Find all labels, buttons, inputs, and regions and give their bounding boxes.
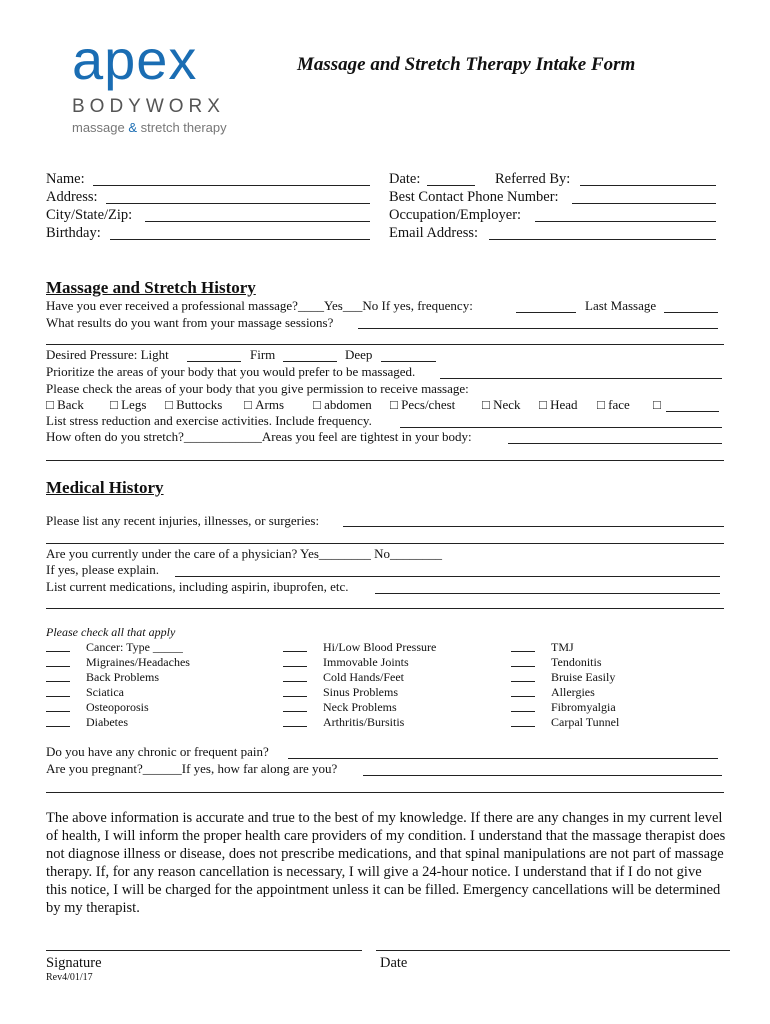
pain-label: Do you have any chronic or frequent pain? bbox=[46, 744, 269, 759]
city-label: City/State/Zip: bbox=[46, 207, 133, 223]
address-field[interactable] bbox=[106, 203, 370, 204]
pressure-deep-label: Deep bbox=[345, 347, 373, 362]
condition-checkbox[interactable] bbox=[511, 670, 535, 682]
area-buttocks[interactable]: □ Buttocks bbox=[165, 397, 223, 412]
condition-sinus[interactable]: Sinus Problems bbox=[283, 685, 436, 700]
checkbox-icon: □ bbox=[165, 397, 173, 412]
divider bbox=[46, 344, 724, 345]
logo-subtitle: BODYWORX bbox=[72, 96, 225, 117]
conditions-col-2 bbox=[283, 640, 436, 730]
condition-checkbox[interactable] bbox=[46, 655, 70, 667]
condition-neck[interactable]: Neck Problems bbox=[283, 700, 436, 715]
check-areas-label: Please check the areas of your body that you give permission to receive massage: bbox=[46, 381, 469, 396]
last-massage-label: Last Massage bbox=[585, 298, 657, 313]
stress-field[interactable] bbox=[400, 427, 722, 428]
explain-label: If yes, please explain. bbox=[46, 562, 159, 577]
area-face[interactable]: □ face bbox=[597, 397, 630, 412]
condition-checkbox[interactable] bbox=[511, 685, 535, 697]
area-arms[interactable]: □ Arms bbox=[244, 397, 284, 412]
referred-field[interactable] bbox=[580, 185, 716, 186]
condition-diabetes[interactable]: Diabetes bbox=[46, 715, 190, 730]
condition-checkbox[interactable] bbox=[46, 700, 70, 712]
checkbox-icon: □ bbox=[390, 397, 398, 412]
area-pecs-chest[interactable]: □ Pecs/chest bbox=[390, 397, 456, 412]
occupation-field[interactable] bbox=[535, 221, 716, 222]
signature-date-field[interactable] bbox=[376, 950, 730, 951]
consent-statement: The above information is accurate and true to the best of my knowledge. If there are any changes in my current level of health, I will inform the proper health care providers of my condition. I understand that the massage therapist does not diagnose illness or disease, does not prescribe medications, and that spinal manipulations are not part of massage therapy. If, for any reason cancellation is necessary, I will give a 24-hour notice. I understand that if I do not give this notice, I will be charged for the appointment unless it can be filled. Emergency cancellations will be determined by my therapist. bbox=[46, 810, 726, 916]
email-label: Email Address: bbox=[389, 225, 479, 241]
date-label: Date: bbox=[389, 171, 421, 187]
condition-checkbox[interactable] bbox=[283, 715, 307, 727]
signature-date-label: Date bbox=[380, 955, 408, 971]
form-title: Massage and Stretch Therapy Intake Form bbox=[297, 54, 636, 75]
results-question: What results do you want from your massage sessions? bbox=[46, 315, 334, 330]
area-other-field[interactable] bbox=[666, 411, 719, 412]
condition-allergies[interactable]: Allergies bbox=[511, 685, 619, 700]
occupation-label: Occupation/Employer: bbox=[389, 207, 522, 223]
check-all-label: Please check all that apply bbox=[46, 625, 176, 639]
stretch-label: How often do you stretch?____________Areas you feel are tightest in your body: bbox=[46, 429, 472, 444]
area-back[interactable]: □ Back bbox=[46, 397, 84, 412]
checkbox-icon: □ bbox=[313, 397, 321, 412]
checkbox-icon: □ bbox=[539, 397, 547, 412]
divider bbox=[46, 460, 724, 461]
pressure-firm-field[interactable] bbox=[283, 361, 337, 362]
checkbox-icon: □ bbox=[597, 397, 605, 412]
medications-field[interactable] bbox=[375, 593, 720, 594]
condition-checkbox[interactable] bbox=[511, 715, 535, 727]
pressure-deep-field[interactable] bbox=[381, 361, 436, 362]
physician-question: Are you currently under the care of a physician? Yes________ No________ bbox=[46, 546, 443, 561]
condition-checkbox[interactable] bbox=[511, 655, 535, 667]
pressure-light-field[interactable] bbox=[187, 361, 241, 362]
condition-sciatica[interactable]: Sciatica bbox=[46, 685, 190, 700]
birthday-label: Birthday: bbox=[46, 225, 101, 241]
condition-migraines[interactable]: Migraines/Headaches bbox=[46, 655, 190, 670]
results-field[interactable] bbox=[358, 328, 718, 329]
condition-cold-hands[interactable]: Cold Hands/Feet bbox=[283, 670, 436, 685]
logo bbox=[72, 28, 242, 135]
explain-field[interactable] bbox=[175, 576, 720, 577]
checkbox-icon: □ bbox=[46, 397, 54, 412]
condition-fibromyalgia[interactable]: Fibromyalgia bbox=[511, 700, 619, 715]
checkbox-icon: □ bbox=[244, 397, 252, 412]
date-field[interactable] bbox=[427, 185, 475, 186]
last-massage-field[interactable] bbox=[664, 312, 718, 313]
area-neck[interactable]: □ Neck bbox=[482, 397, 521, 412]
referred-label: Referred By: bbox=[495, 171, 571, 187]
conditions-col-1 bbox=[46, 640, 190, 730]
condition-arthritis[interactable]: Arthritis/Bursitis bbox=[283, 715, 436, 730]
condition-checkbox[interactable] bbox=[46, 685, 70, 697]
condition-checkbox[interactable] bbox=[511, 640, 535, 652]
stress-label: List stress reduction and exercise activities. Include frequency. bbox=[46, 413, 372, 428]
condition-blood-pressure[interactable]: Hi/Low Blood Pressure bbox=[283, 640, 436, 655]
address-label: Address: bbox=[46, 189, 98, 205]
prioritize-field[interactable] bbox=[440, 378, 722, 379]
massage-history-heading: Massage and Stretch History bbox=[46, 278, 256, 297]
divider bbox=[46, 792, 724, 793]
condition-checkbox[interactable] bbox=[511, 700, 535, 712]
condition-checkbox[interactable] bbox=[283, 685, 307, 697]
birthday-field[interactable] bbox=[110, 239, 370, 240]
area-legs[interactable]: □ Legs bbox=[110, 397, 147, 412]
revision-label: Rev4/01/17 bbox=[46, 972, 93, 983]
area-head[interactable]: □ Head bbox=[539, 397, 578, 412]
pressure-firm-label: Firm bbox=[250, 347, 276, 362]
signature-label: Signature bbox=[46, 955, 102, 971]
area-other[interactable] bbox=[653, 397, 661, 413]
name-field[interactable] bbox=[93, 185, 370, 186]
condition-checkbox[interactable] bbox=[283, 655, 307, 667]
condition-cancer[interactable]: Cancer: Type _____ bbox=[46, 640, 190, 655]
condition-checkbox[interactable] bbox=[283, 700, 307, 712]
condition-tmj[interactable]: TMJ bbox=[511, 640, 619, 655]
medications-label: List current medications, including aspirin, ibuprofen, etc. bbox=[46, 579, 349, 594]
injuries-field[interactable] bbox=[343, 526, 724, 527]
checkbox-icon: □ bbox=[482, 397, 490, 412]
condition-checkbox[interactable] bbox=[283, 670, 307, 682]
tightest-areas-field[interactable] bbox=[508, 443, 722, 444]
professional-massage-question: Have you ever received a professional massage?____Yes___No If yes, frequency: bbox=[46, 298, 473, 313]
pregnant-label: Are you pregnant?______If yes, how far along are you? bbox=[46, 761, 338, 776]
signature-field[interactable] bbox=[46, 950, 362, 951]
checkbox-icon: □ bbox=[653, 397, 661, 412]
pain-field[interactable] bbox=[288, 758, 718, 759]
phone-field[interactable] bbox=[572, 203, 716, 204]
phone-label: Best Contact Phone Number: bbox=[389, 189, 559, 205]
condition-checkbox[interactable] bbox=[46, 715, 70, 727]
city-field[interactable] bbox=[145, 221, 370, 222]
condition-bruise[interactable]: Bruise Easily bbox=[511, 670, 619, 685]
condition-checkbox[interactable] bbox=[46, 640, 70, 652]
prioritize-label: Prioritize the areas of your body that you would prefer to be massaged. bbox=[46, 364, 416, 379]
divider bbox=[46, 543, 724, 544]
email-field[interactable] bbox=[489, 239, 716, 240]
condition-tendonitis[interactable]: Tendonitis bbox=[511, 655, 619, 670]
frequency-field[interactable] bbox=[516, 312, 576, 313]
condition-carpal-tunnel[interactable]: Carpal Tunnel bbox=[511, 715, 619, 730]
injuries-label: Please list any recent injuries, illnesses, or surgeries: bbox=[46, 513, 320, 528]
area-abdomen[interactable]: □ abdomen bbox=[313, 397, 372, 412]
condition-immovable-joints[interactable]: Immovable Joints bbox=[283, 655, 436, 670]
pregnant-field[interactable] bbox=[363, 775, 722, 776]
condition-osteoporosis[interactable]: Osteoporosis bbox=[46, 700, 190, 715]
checkbox-icon: □ bbox=[110, 397, 118, 412]
condition-checkbox[interactable] bbox=[46, 670, 70, 682]
conditions-col-3 bbox=[511, 640, 619, 730]
condition-checkbox[interactable] bbox=[283, 640, 307, 652]
medical-history-heading: Medical History bbox=[46, 478, 164, 497]
name-label: Name: bbox=[46, 171, 85, 187]
divider bbox=[46, 608, 724, 609]
logo-word: apex bbox=[72, 28, 198, 91]
condition-back-problems[interactable]: Back Problems bbox=[46, 670, 190, 685]
pressure-label: Desired Pressure: Light bbox=[46, 347, 169, 362]
logo-tagline: massage & stretch therapy bbox=[72, 120, 227, 135]
